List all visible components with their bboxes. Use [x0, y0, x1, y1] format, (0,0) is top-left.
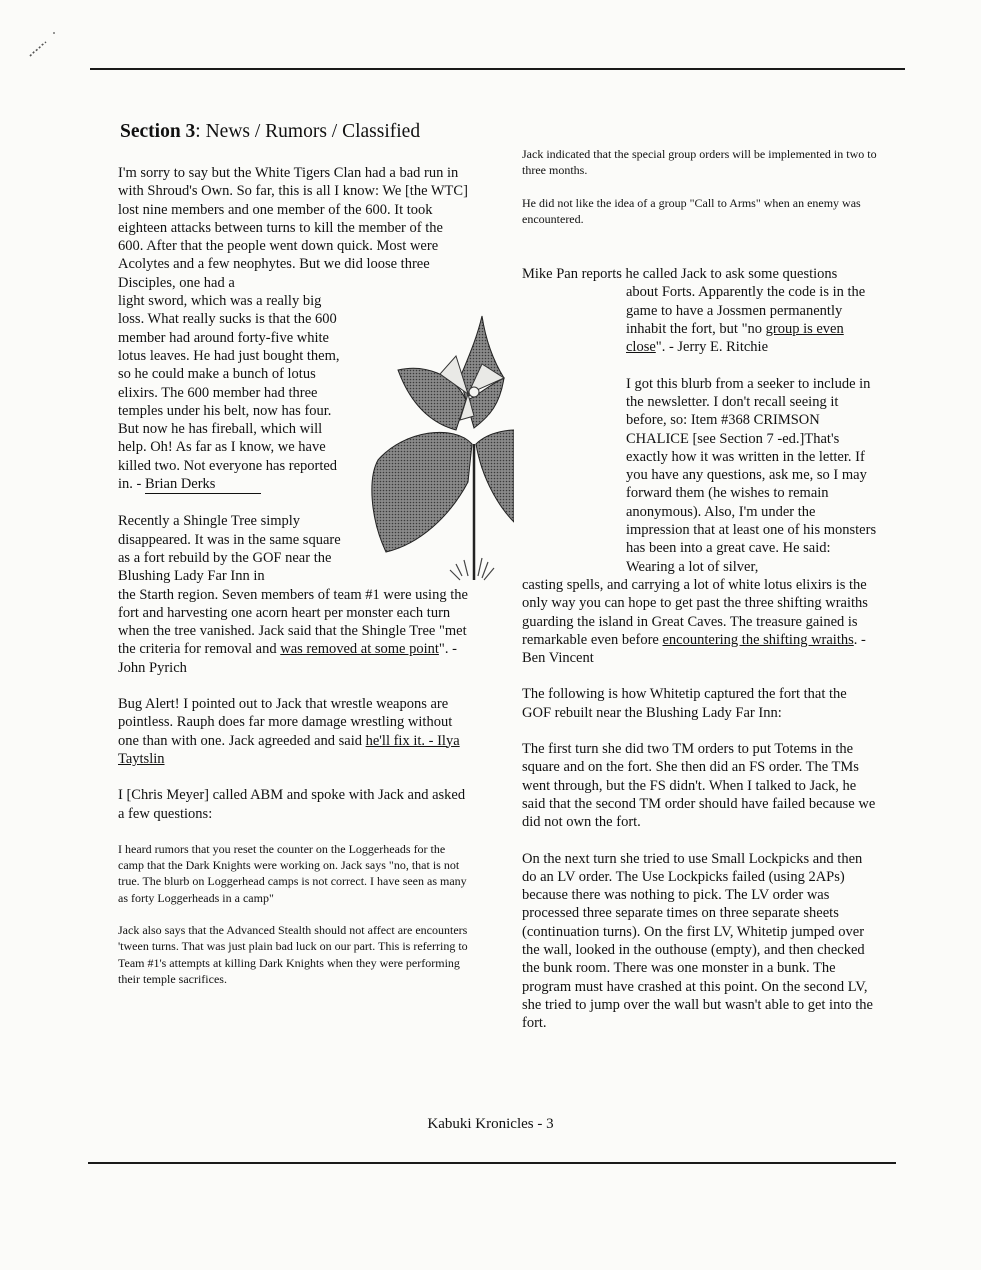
whitetip-intro-paragraph: The following is how Whitetip captured the fort that the GOF rebuilt near the Blushing Lady Far Inn:: [522, 686, 847, 721]
scan-speck-mark: [28, 30, 58, 60]
white-tigers-paragraph: I'm sorry to say but the White Tigers Clan had a bad run in with Shroud's Own. So far, this is all I know: We [the WTC] lost nine members and one member of the 600. It took eighteen attacks between turns to kill the member of the 600. After that the people went down quick. Most were Acolytes and a few neophytes. But we did loose three Disciples, one had a: [118, 165, 468, 291]
call-to-arms-paragraph: He did not like the idea of a group "Call to Arms" when an enemy was encountered.: [522, 195, 861, 226]
page-footer: Kabuki Kronicles - 3: [427, 1116, 554, 1132]
mike-pan-text: about Forts. Apparently the code is in the game to have a Jossmen permanently inhabit the fort, but "no: [626, 284, 866, 338]
ilya-taytslin-signature: he'll fix it. - Ilya Taytslin: [118, 732, 460, 767]
white-tigers-continued: [118, 292, 350, 494]
loggerhead-rumor-paragraph: I heard rumors that you reset the counter on the Loggerheads for the camp that the Dark Knights were working on. Jack says "no, that is not true. The blurb on Loggerhead camps is not correct. I have seen as many as forty Loggerheads in a camp": [118, 841, 467, 905]
shingle-tree-quote: was removed at some point: [280, 641, 439, 658]
seeker-blurb-intro: I got this blurb from a seeker to include in the newsletter. I don't recall seeing it before, so: Item #368 CRIMSON CHALICE [see Section 7 -ed.]That's exactly how it was written in the letter. If you have any questions, ask me, so I may forward them (he wishes to remain anonymous). Also, I'm under the impression that at least one of his monsters has been into a great cave. He said: Wearing a lot of silver,: [626, 375, 877, 575]
mike-pan-quote: group is even close: [626, 321, 844, 356]
first-turn-paragraph: The first turn she did two TM orders to put Totems in the square and on the fort. She then did an FS order. The TMs went through, but the FS didn't. When I talked to Jack, he said that the second TM order should have failed because we did not own the fort.: [522, 741, 876, 831]
chris-meyer-paragraph: I [Chris Meyer] called ABM and spoke with Jack and asked a few questions:: [118, 787, 466, 822]
seeker-blurb-text: casting spells, and carrying a lot of white lotus elixirs is the only way you can hope to get past the three shifting wraiths guarding the island in Great Caves. The treasure gained is remarkable even before: [522, 576, 868, 648]
white-tigers-narrow-text: light sword, which was a really big loss. What really sucks is that the 600 member had around forty-five white lotus leaves. He had just bought them, so he could make a bunch of lotus elixirs. The 600 member had three temples under his belt, now has four. But now he has fireball, which will help. Oh! As far as I know, we have killed two. Not everyone has reported in. -: [118, 293, 340, 493]
john-pyrich-signature: ". - John Pyrich: [118, 641, 457, 676]
right-column: [522, 146, 878, 1050]
shingle-tree-intro: Recently a Shingle Tree simply disappeared. It was in the same square as a fort rebuild by the GOF near the Blushing Lady Far Inn in: [118, 513, 341, 585]
ben-vincent-signature: . - Ben Vincent: [522, 631, 866, 667]
seeker-blurb-quote: encountering the shifting wraiths: [662, 631, 854, 648]
group-orders-paragraph: Jack indicated that the special group orders will be implemented in two to three months.: [522, 147, 877, 178]
bottom-rule: [88, 1162, 896, 1164]
trillium-flower-illustration: [364, 312, 514, 592]
advanced-stealth-paragraph: Jack also says that the Advanced Stealth should not affect are encounters 'tween turns. That was just plain bad luck on our part. This is referring to Team #1's attempts at killing Dark Knights when they were performing their temple sacrifices.: [118, 922, 468, 986]
mike-pan-intro: Mike Pan reports he called Jack to ask some questions: [522, 266, 838, 283]
shingle-tree-paragraph: [118, 586, 470, 677]
bug-alert-paragraph: [118, 695, 470, 768]
brian-derks-signature: Brian Derks: [145, 475, 261, 494]
section-title: [120, 121, 420, 143]
top-rule: [90, 68, 905, 70]
section-label: Section 3: [120, 121, 196, 142]
shingle-tree-text: the Starth region. Seven members of team #1 were using the fort and harvesting one acorn heart per monster each turn when the tree vanished. Jack said that the Shingle Tree "met the criteria for removal and: [118, 586, 468, 658]
next-turn-paragraph: On the next turn she tried to use Small Lockpicks and then do an LV order. The Use Lockpicks failed (using 2APs) because there was nothing to pick. The LV order was processed three separate times on three separate sheets (continuation turns). On the first LV, Whitetip jumped over the wall, looked in the outhouse (empty), and then checked the bunk room. There was one monster in a bunk. The program must have crashed at this point. On the second LV, she tried to jump over the wall but wasn't able to get into the fort.: [522, 850, 873, 1032]
seeker-blurb-paragraph: [522, 576, 878, 667]
mike-pan-paragraph: [626, 283, 878, 356]
jerry-ritchie-signature: ". - Jerry E. Ritchie: [655, 339, 769, 356]
section-heading: : News / Rumors / Classified: [195, 121, 421, 142]
bug-alert-text: Bug Alert! I pointed out to Jack that wrestle weapons are pointless. Rauph does far more damage wrestling without one than with one. Jack agreeded and said: [118, 696, 453, 749]
